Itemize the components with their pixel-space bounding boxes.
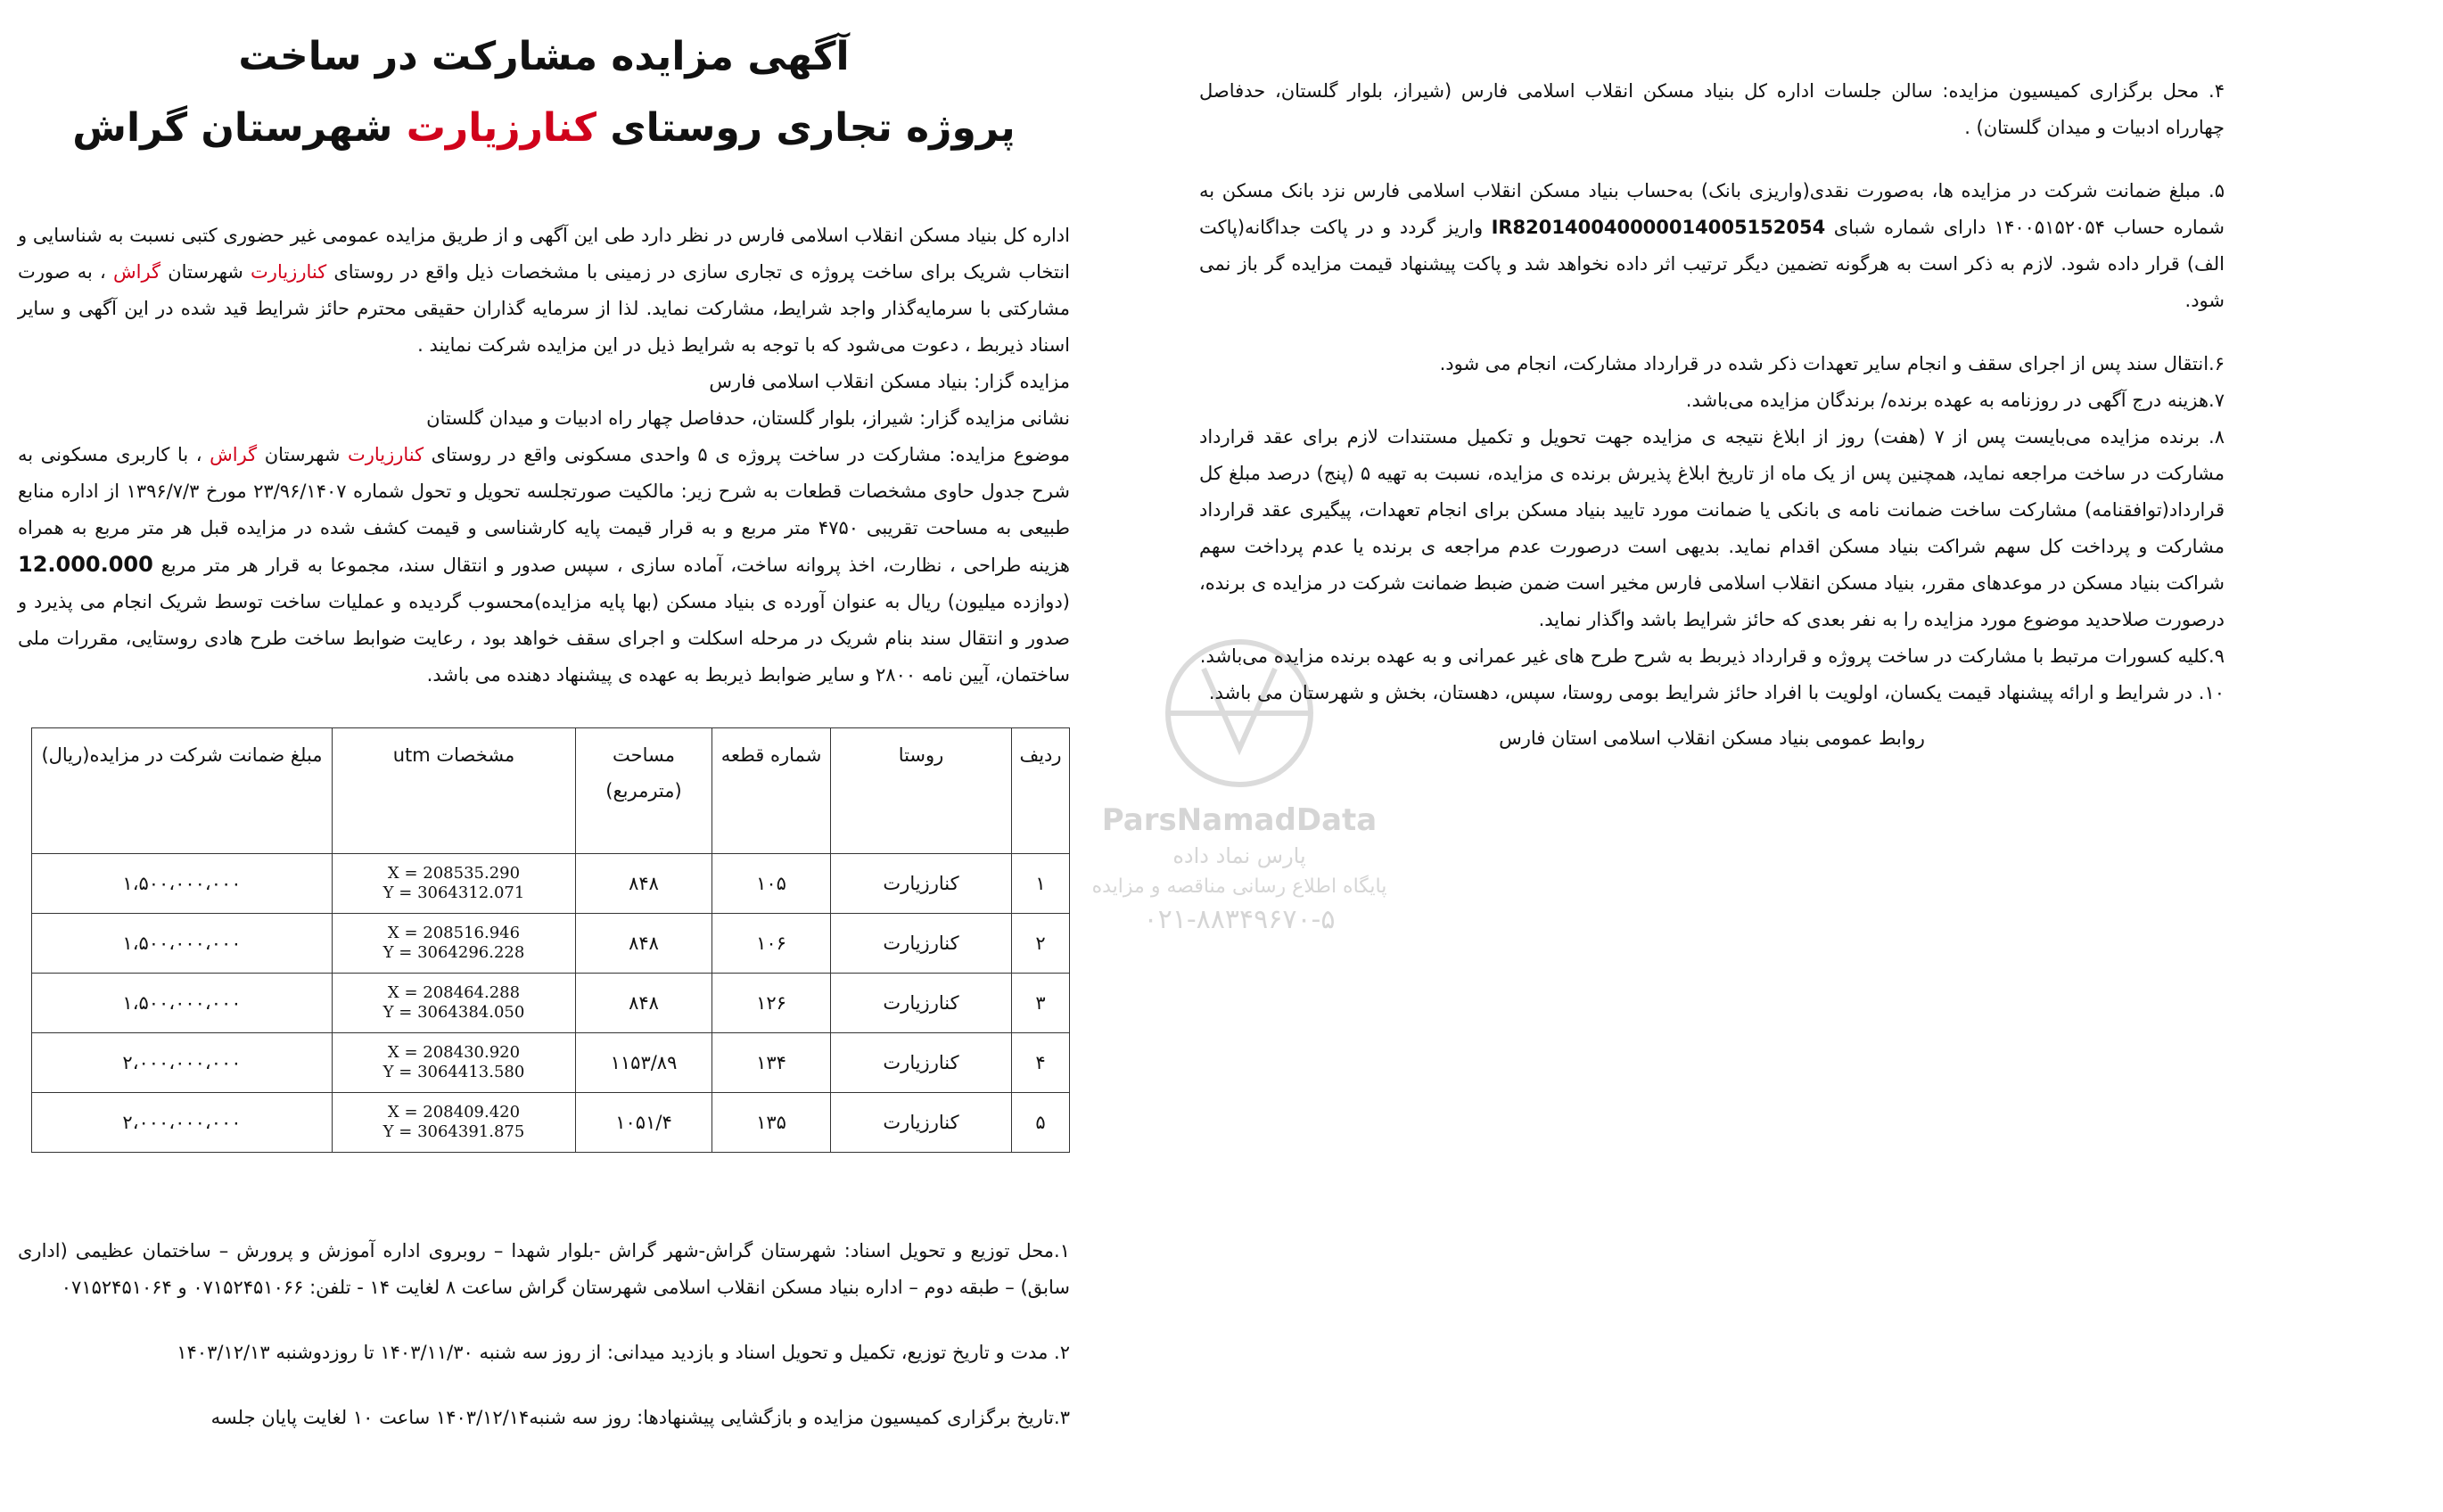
footer-item-2: ۲. مدت و تاریخ توزیع، تکمیل و تحویل اسناد و بازدید میدانی: از روز سه شنبه ۱۴۰۳/۱۱/۳۰ تا روزدوشنبه ۱۴۰۳/۱۲/۱۳ <box>177 1342 1070 1363</box>
intro-text-b: شهرستان <box>168 261 243 283</box>
cell-village: کنارزیارت <box>831 1093 1012 1153</box>
footer-item-3: ۳.تاریخ برگزاری کمیسیون مزایده و بازگشایی پیشنهادها: روز سه شنبه۱۴۰۳/۱۲/۱۴ ساعت ۱۰ لغایت پایان جلسه <box>210 1407 1070 1428</box>
cell-area: ۸۴۸ <box>576 854 712 914</box>
utm-x: X = 208464.288 <box>387 983 521 1002</box>
cell-plot-number: ۱۳۴ <box>712 1033 831 1093</box>
utm-y: Y = 3064413.580 <box>382 1063 525 1081</box>
header-plot-number: شماره قطعه <box>712 728 831 854</box>
cell-area: ۱۱۵۳/۸۹ <box>576 1033 712 1093</box>
watermark-line3: پایگاه اطلاع رسانی مناقصه و مزایده <box>1091 875 1387 898</box>
item-6: ۶.انتقال سند پس از اجرای سقف و انجام سایر تعهدات ذکر شده در قرارداد مشارکت، انجام می شود. <box>1439 353 2225 374</box>
intro-county: گراش <box>113 261 161 283</box>
cell-guarantee: ۱،۵۰۰،۰۰۰،۰۰۰ <box>32 974 333 1033</box>
cell-village: کنارزیارت <box>831 1033 1012 1093</box>
cell-plot-number: ۱۰۶ <box>712 914 831 974</box>
header-village: روستا <box>831 728 1012 854</box>
notice-subtitle <box>18 93 1070 164</box>
subtitle-part-b: شهرستان گراش <box>72 105 393 151</box>
cell-guarantee: ۱،۵۰۰،۰۰۰،۰۰۰ <box>32 914 333 974</box>
subject-village: کنارزیارت <box>347 444 424 465</box>
header-utm: مشخصات utm <box>333 728 576 854</box>
item-4: ۴. محل برگزاری کمیسیون مزایده: سالن جلسات اداره کل بنیاد مسکن انقلاب اسلامی فارس (شیراز، بلوار گلستان، حدفاصل چهارراه ادبیات و میدان گلستان) . <box>1199 80 2225 138</box>
watermark-phone: ۰۲۱-۸۸۳۴۹۶۷۰-۵ <box>1143 904 1336 935</box>
table-header-row <box>32 728 1070 854</box>
intro-text-a: اداره کل بنیاد مسکن انقلاب اسلامی فارس در نظر دارد طی این آگهی و از طریق مزایده عمومی غیر حضوری کتبی نسبت به شناسایی و انتخاب شریک برای ساخت پروژه ی تجاری سازی در زمینی با مشخصات ذیل واقع در روستای <box>18 225 1070 283</box>
iban-number: IR820140040000014005152054 <box>1491 217 1826 238</box>
cell-plot-number: ۱۲۶ <box>712 974 831 1033</box>
subject-text-d: (دوازده میلیون) ریال به عنوان آورده ی بنیاد مسکن (بها پایه مزایده)محسوب گردیده و عملیات ساخت توسط شریک انجام می پذیرد و صدور و انتقال سند بنام شریک در مرحله اسکلت و اجرای سقف خواهد بود ، رعایت ضوابط ساخت طرح هادی روستایی، مقررات ملی ساختمان، آیین نامه ۲۸۰۰ و سایر ضوابط ذیربط به عهده ی پیشنهاد دهنده می باشد. <box>18 591 1070 686</box>
subtitle-part-a: پروژه تجاری روستای <box>610 105 1016 151</box>
intro-text-c: ، به صورت مشارکتی با سرمایه‌گذار واجد شرایط، مشارکت نماید. لذا از سرمایه گذاران حقیقی محترم حائز شرایط قید شده در این آگهی و سایر اسناد ذیربط ، دعوت می‌شود که با توجه به شرایط ذیل در این مزایده شرکت نمایند . <box>18 261 1070 356</box>
table-row <box>32 974 1070 1033</box>
item-5 <box>1199 173 2225 319</box>
item-5-text-b: واریز گردد و در پاکت جداگانه(پاکت الف) قرار داده شود. لازم به ذکر است به هرگونه تضمین دیگر ترتیب اثر داده نخواهد شد و پاکت پیشنهاد قیمت مزایده گر باز نمی شود. <box>1199 217 2225 311</box>
watermark-brand: ParsNamadData <box>1101 802 1378 838</box>
cell-guarantee: ۲،۰۰۰،۰۰۰،۰۰۰ <box>32 1093 333 1153</box>
cell-utm <box>333 914 576 974</box>
right-column <box>1199 73 2225 784</box>
item-10: ۱۰. در شرایط و ارائه پیشنهاد قیمت یکسان، اولویت با افراد حائز شرایط بومی روستا، سپس، دهستان، بخش و شهرستان می باشد. <box>1208 682 2225 703</box>
utm-y: Y = 3064384.050 <box>382 1003 525 1022</box>
item-7: ۷.هزینه درج آگهی در روزنامه به عهده برنده/ برندگان مزایده می‌باشد. <box>1685 390 2225 411</box>
watermark-line2: پارس نماد داده <box>1172 843 1306 868</box>
auctioneer-line: مزایده گزار: بنیاد مسکن انقلاب اسلامی فارس <box>709 371 1070 392</box>
subject-paragraph <box>18 437 1070 694</box>
subject-text-b: شهرستان <box>264 444 341 465</box>
address-line: نشانی مزایده گزار: شیراز، بلوار گلستان، حدفاصل چهار راه ادبیات و میدان گلستان <box>426 407 1070 429</box>
utm-y: Y = 3064391.875 <box>382 1122 525 1141</box>
table-row <box>32 854 1070 914</box>
cell-area: ۱۰۵۱/۴ <box>576 1093 712 1153</box>
header-guarantee: مبلغ ضمانت شرکت در مزایده(ریال) <box>32 728 333 854</box>
cell-row-number: ۵ <box>1012 1093 1070 1153</box>
cell-row-number: ۳ <box>1012 974 1070 1033</box>
item-8: ۸. برنده مزایده می‌بایست پس از ۷ (هفت) روز از ابلاغ نتیجه ی مزایده جهت تحویل و تکمیل مستندات لازم برای عقد قرارداد مشارکت در ساخت مراجعه نماید، همچنین پس از یک ماه از تاریخ ابلاغ پذیرش برنده ی مزایده، نسبت به تهیه ۵ (پنج) درصد مبلغ کل قرارداد(توافقنامه) مشارکت ساخت ضمانت نامه ی بانکی یا ضمانت مورد تایید بنیاد مسکن برای انجام تعهدات، پیگیری عقد قرارداد مشارکت و پرداخت کل سهم شراکت بنیاد مسکن اقدام نماید. بدیهی است درصورت عدم مراجعه ی برنده یا عدم پرداخت سهم شراکت بنیاد مسکن در موعدهای مقرر، بنیاد مسکن انقلاب اسلامی فارس مخیر است ضمن ضبط ضمانت شرکت در مزایده ی برنده، درصورت صلاحدید موضوع مورد مزایده را به نفر بعدی که حائز شرایط باشد واگذار نماید. <box>1199 426 2225 630</box>
subtitle-village: کنارزیارت <box>406 105 597 151</box>
header-row-number: ردیف <box>1012 728 1070 854</box>
item-9: ۹.کلیه کسورات مرتبط با مشارکت در ساخت پروژه و قرارداد ذیربط به شرح طرح های غیر عمرانی و به عهده برنده مزایده می‌باشد. <box>1199 645 2225 667</box>
cell-area: ۸۴۸ <box>576 974 712 1033</box>
cell-guarantee: ۲،۰۰۰،۰۰۰،۰۰۰ <box>32 1033 333 1093</box>
cell-utm <box>333 974 576 1033</box>
utm-x: X = 208516.946 <box>387 924 521 942</box>
price-per-sqm: 12.000.000 <box>18 552 153 577</box>
plots-table <box>31 727 1070 1153</box>
table-row <box>32 1093 1070 1153</box>
footer-items <box>18 1233 1070 1436</box>
cell-guarantee: ۱،۵۰۰،۰۰۰،۰۰۰ <box>32 854 333 914</box>
cell-village: کنارزیارت <box>831 914 1012 974</box>
subject-text-c: ، با کاربری مسکونی به شرح جدول حاوی مشخصات قطعات به شرح زیر: مالکیت صورتجلسه تحویل و تحول شماره ۲۳/۹۶/۱۴۰۷ مورخ ۱۳۹۶/۷/۳ از اداره منابع طبیعی به مساحت تقریبی ۴۷۵۰ متر مربع و به قرار قیمت پایه کارشناسی و قیمت کشف شده در مزایده قبل هر متر مربع به همراه هزینه طراحی ، نظارت، اخذ پروانه ساخت، آماده سازی ، سپس صدور و انتقال سند، مجموعا به قرار هر متر مربع <box>18 444 1071 576</box>
subject-text-a: موضوع مزایده: مشارکت در ساخت پروژه ی ۵ واحدی مسکونی واقع در روستای <box>431 444 1070 465</box>
utm-x: X = 208535.290 <box>387 864 521 883</box>
cell-utm <box>333 1093 576 1153</box>
signature: روابط عمومی بنیاد مسکن انقلاب اسلامی استان فارس <box>1499 727 1925 749</box>
cell-village: کنارزیارت <box>831 974 1012 1033</box>
utm-y: Y = 3064312.071 <box>382 883 525 902</box>
intro-paragraph <box>18 218 1070 364</box>
header-area: مساحت (مترمربع) <box>576 728 712 854</box>
utm-x: X = 208409.420 <box>387 1103 521 1122</box>
subject-county: گراش <box>210 444 258 465</box>
intro-section <box>18 218 1070 694</box>
cell-plot-number: ۱۳۵ <box>712 1093 831 1153</box>
cell-utm <box>333 1033 576 1093</box>
cell-row-number: ۱ <box>1012 854 1070 914</box>
cell-row-number: ۲ <box>1012 914 1070 974</box>
cell-plot-number: ۱۰۵ <box>712 854 831 914</box>
cell-area: ۸۴۸ <box>576 914 712 974</box>
intro-village: کنارزیارت <box>251 261 327 283</box>
item-5-text-a: ۵. مبلغ ضمانت شرکت در مزایده ها، به‌صورت نقدی(واریزی بانک) به‌حساب بنیاد مسکن انقلاب اسلامی فارس نزد بانک مسکن به شماره حساب ۱۴۰۰۵۱۵۲۰۵۴ دارای شماره شبای <box>1199 180 2225 238</box>
utm-y: Y = 3064296.228 <box>382 943 525 962</box>
cell-utm <box>333 854 576 914</box>
cell-village: کنارزیارت <box>831 854 1012 914</box>
notice-title: آگهی مزایده مشارکت در ساخت <box>238 34 850 79</box>
utm-x: X = 208430.920 <box>387 1043 521 1062</box>
left-column <box>18 0 1070 1465</box>
table-row <box>32 914 1070 974</box>
table-row <box>32 1033 1070 1093</box>
footer-item-1: ۱.محل توزیع و تحویل اسناد: شهرستان گراش-شهر گراش -بلوار شهدا – روبروی اداره آموزش و پرورش – ساختمان عظیمی (اداری سابق) – طبقه دوم – اداره بنیاد مسکن انقلاب اسلامی شهرستان گراش ساعت ۸ لغایت ۱۴ - تلفن: ۰۷۱۵۲۴۵۱۰۶۶ و ۰۷۱۵۲۴۵۱۰۶۴ <box>18 1240 1070 1298</box>
cell-row-number: ۴ <box>1012 1033 1070 1093</box>
